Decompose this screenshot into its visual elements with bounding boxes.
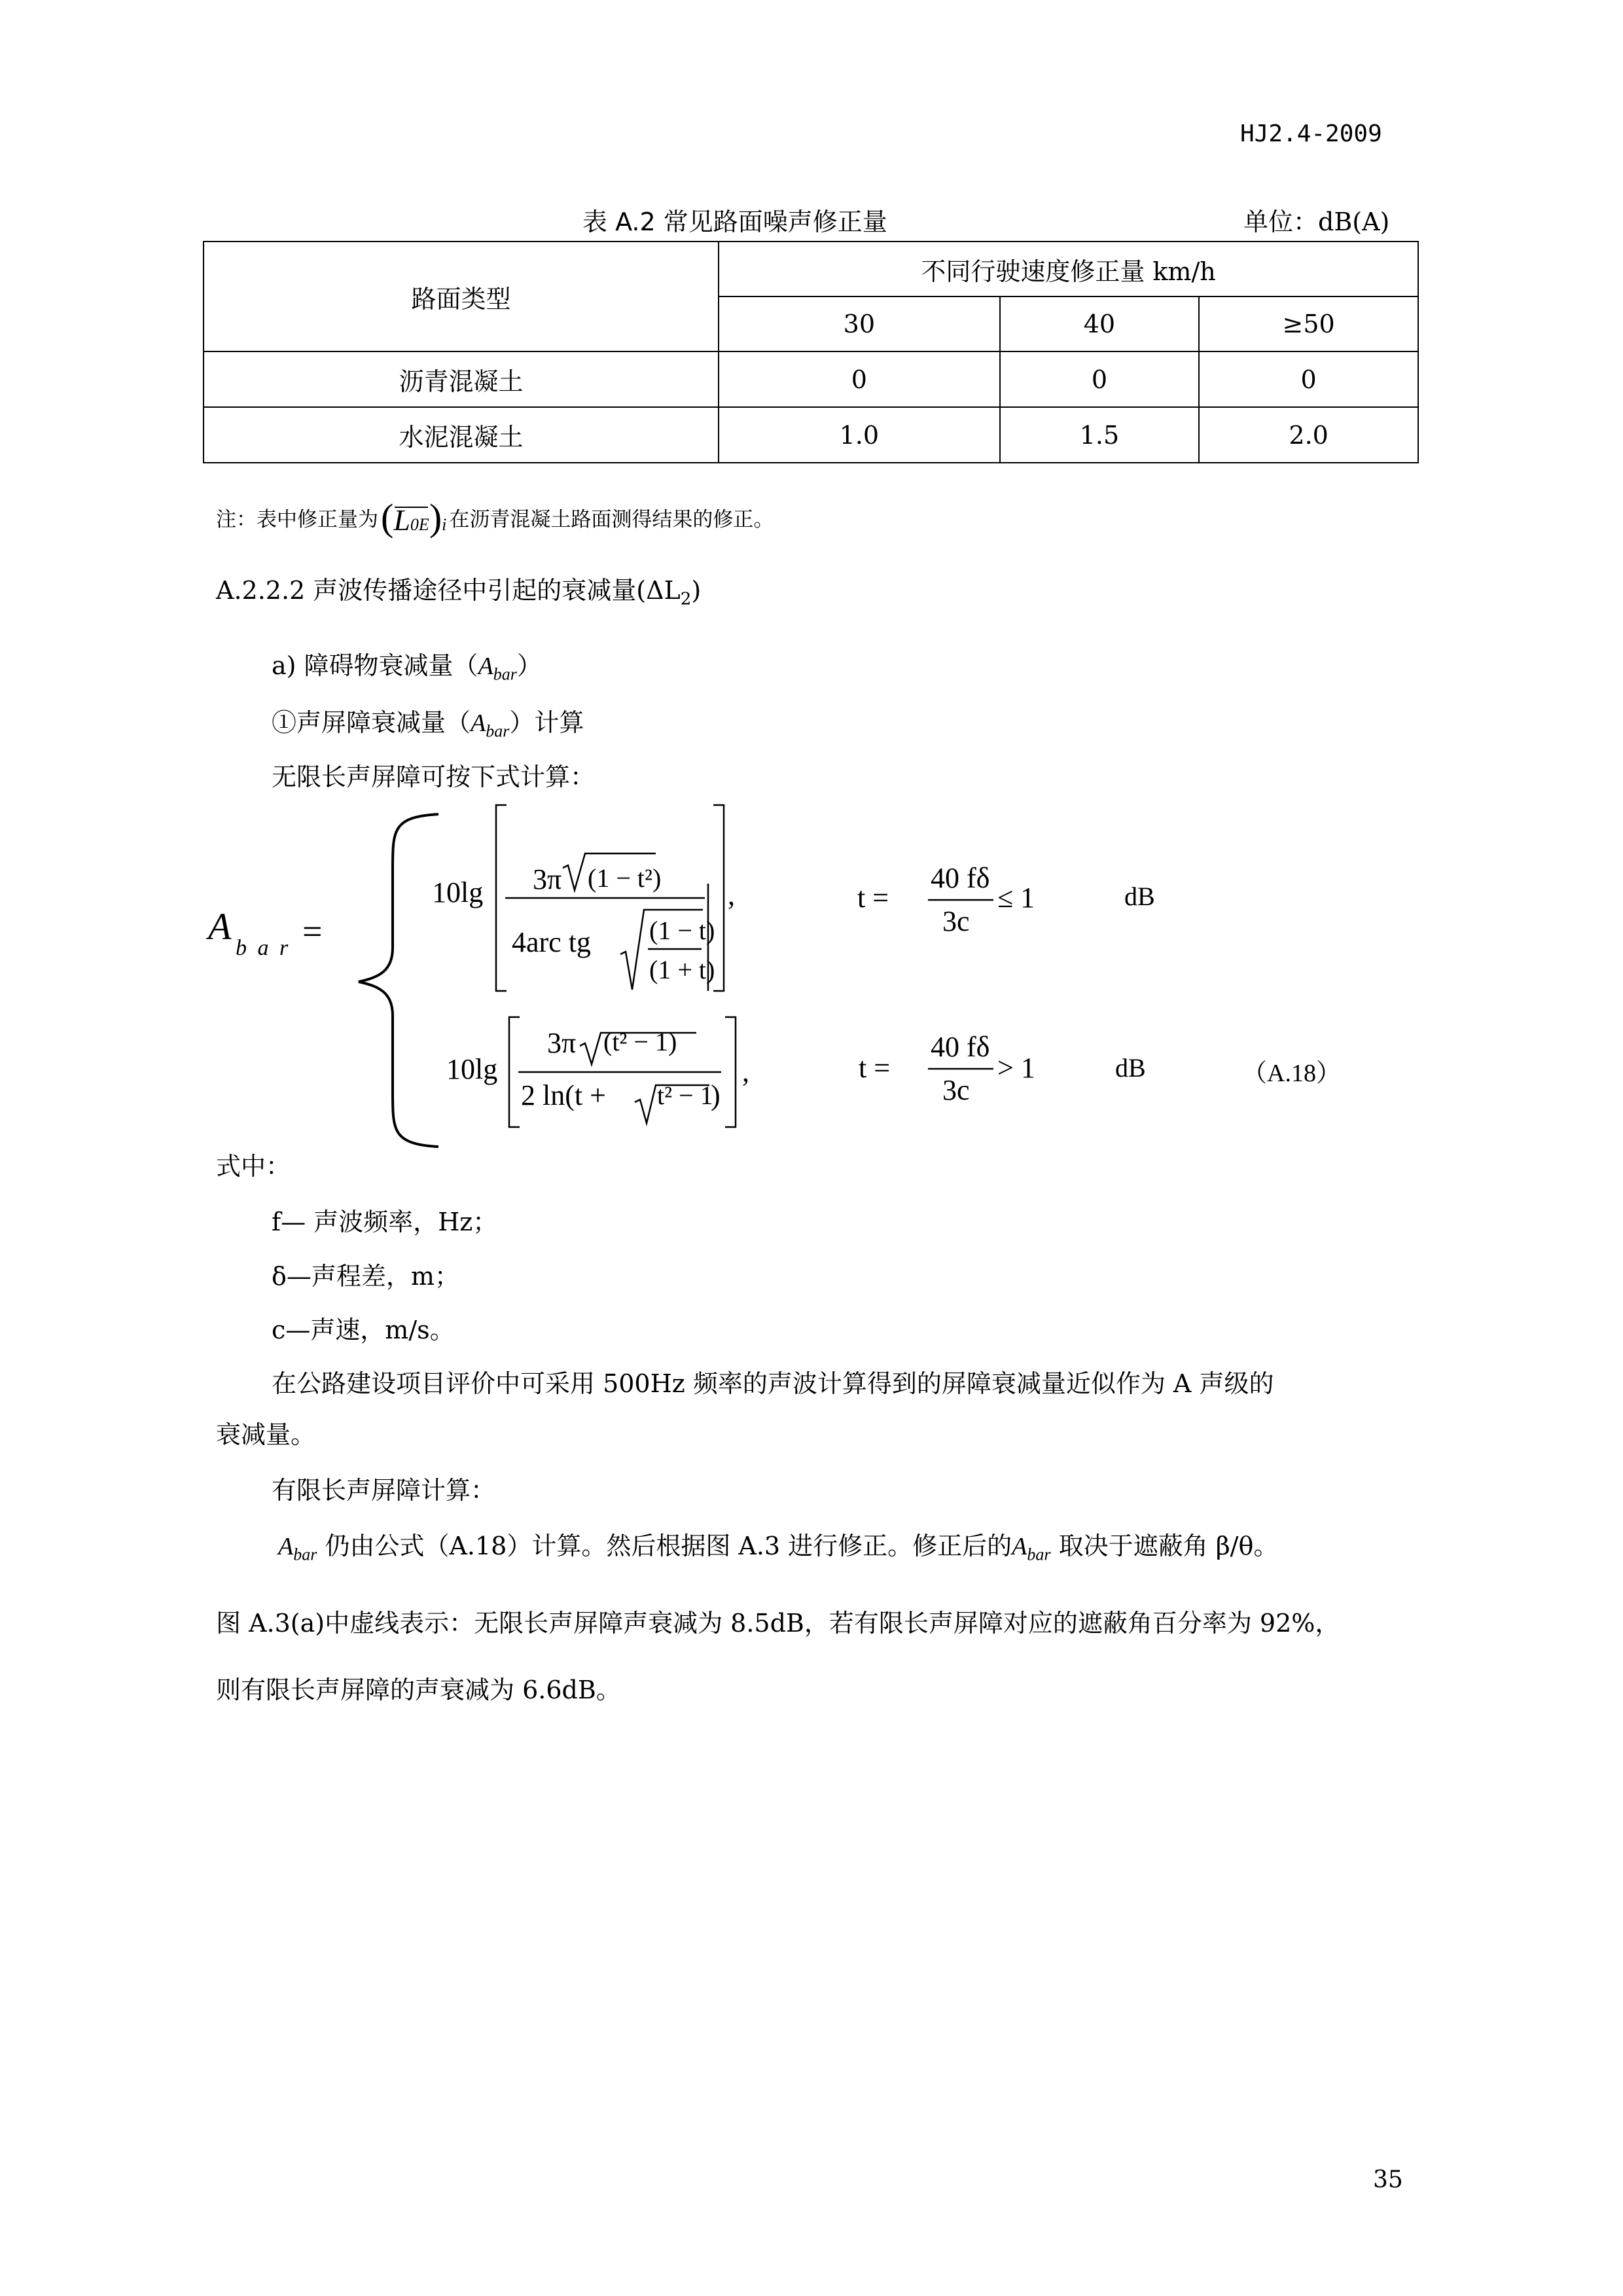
cond1-fraction-bar-icon [928,898,993,902]
note-prefix: 注：表中修正量为 [216,507,378,531]
abar-symbol: A [478,653,493,680]
case1-den-arctg: 4arc tg [512,926,591,958]
section-heading-end: ) [691,576,702,605]
row-type: 水泥混凝土 [204,407,719,463]
where-delta: δ—声程差，m； [272,1262,459,1291]
section-heading-text: A.2.2.2 声波传播途径中引起的衰减量(ΔL [216,576,681,605]
item-a-post: ） [516,651,542,680]
doc-code: HJ2.4-2009 [1240,120,1382,147]
page-number: 35 [1373,2166,1403,2193]
item-b-post: ）计算 [509,708,584,737]
cell-value: 1.0 [719,407,1000,463]
case1-comma: , [728,879,735,911]
cond1-unit: dB [1124,882,1155,911]
case1-brackets-icon [492,800,734,996]
abar-sub: bar [1027,1545,1051,1564]
case2-den-close: ) [711,1079,721,1111]
case1-den-frac-num: (1 − t) [649,916,715,945]
table-note [216,497,774,537]
table-row [204,351,1418,407]
cell-value: 0 [1000,351,1200,407]
left-brace-icon [353,810,445,1151]
equation-number: （A.18） [1242,1060,1341,1087]
speed-header: 40 [1000,296,1200,351]
cond2-t-eq: t = [859,1052,891,1084]
cond2-t-den: 3c [942,1074,970,1106]
paragraph-1-line-2: 衰减量。 [216,1420,316,1449]
eq-equals: = [302,912,323,951]
cell-value: 0 [719,351,1000,407]
item-b-pre: ①声屏障衰减量（ [272,708,471,737]
table-unit: 单位：dB(A) [1243,207,1390,236]
case2-brackets-icon [505,1013,747,1131]
row-type: 沥青混凝土 [204,351,719,407]
infinite-barrier-text: 无限长声屏障可按下式计算： [272,762,596,791]
cond2-unit: dB [1115,1053,1146,1083]
case1-den-frac-den: (1 + t) [649,955,715,984]
cell-value: 2.0 [1199,407,1418,463]
abar-symbol: A [471,709,486,737]
cell-value: 1.5 [1000,407,1200,463]
eq-lhs-sub: b a r [236,936,291,960]
section-heading [216,576,701,610]
case2-den-ln: 2 ln(t + [521,1079,606,1111]
case2-3pi: 3π [547,1027,577,1059]
paragraph-4-line-2: 则有限长声屏障的声衰减为 6.6dB。 [216,1676,621,1704]
paragraph-3-mid: 仍由公式（A.18）计算。然后根据图 A.3 进行修正。修正后的 [325,1532,1012,1560]
note-suffix: 在沥青混凝土路面测得结果的修正。 [449,507,774,531]
col-header-speed-group: 不同行驶速度修正量 km/h [719,242,1418,296]
speed-header: 30 [719,296,1000,351]
paragraph-4-line-1: 图 A.3(a)中虚线表示：无限长声屏障声衰减为 8.5dB，若有限长声屏障对应的遮蔽角百分率为 92%， [216,1609,1340,1638]
item-a [272,651,542,685]
cond1-t-den: 3c [942,905,970,937]
table-caption: 表 A.2 常见路面噪声修正量 [582,207,887,236]
case1-3pi: 3π [533,863,562,895]
noise-correction-table [203,241,1419,463]
cond2-fraction-bar-icon [928,1067,993,1071]
where-c: c—声速，m/s。 [272,1316,455,1344]
eq-lhs-A: A [208,905,232,948]
paragraph-3 [278,1532,1278,1565]
where-f: f— 声波频率，Hz； [272,1208,498,1236]
note-symbol-L: L [393,503,410,537]
case1-prefix: 10lg [432,876,484,908]
abar-sub: bar [486,721,510,741]
item-a-pre: a) 障碍物衰减量（ [272,651,478,680]
abar-symbol: A [278,1533,294,1560]
cond2-relation: > 1 [997,1052,1035,1084]
paragraph-3-end: 取决于遮蔽角 β/θ。 [1058,1532,1279,1560]
cond1-relation: ≤ 1 [997,882,1035,914]
note-symbol: ( L0E)i [381,495,447,539]
abar-sub: bar [293,1545,317,1564]
case2-prefix: 10lg [446,1053,498,1085]
case2-den-radicand: t² − 1 [657,1081,713,1110]
note-symbol-i: i [442,514,447,534]
col-header-type: 路面类型 [204,242,719,351]
case2-comma: , [742,1056,749,1088]
case1-num-radicand: (1 − t²) [588,863,662,893]
note-symbol-sub: 0E [410,514,429,534]
paragraph-2: 有限长声屏障计算： [272,1476,496,1505]
item-b [272,708,584,742]
table-row [204,407,1418,463]
paragraph-1-line-1: 在公路建设项目评价中可采用 500Hz 频率的声波计算得到的屏障衰减量近似作为 A 声级的 [272,1369,1274,1398]
cond2-t-num: 40 fδ [931,1031,990,1063]
where-label: 式中： [216,1152,291,1181]
case2-num-radicand: (t² − 1) [603,1027,677,1056]
speed-header: ≥50 [1199,296,1418,351]
abar-symbol: A [1012,1533,1027,1560]
section-heading-sub: 2 [680,589,692,609]
cond1-t-num: 40 fδ [931,862,990,894]
cell-value: 0 [1199,351,1418,407]
cond1-t-eq: t = [857,882,889,914]
abar-sub: bar [493,664,517,684]
